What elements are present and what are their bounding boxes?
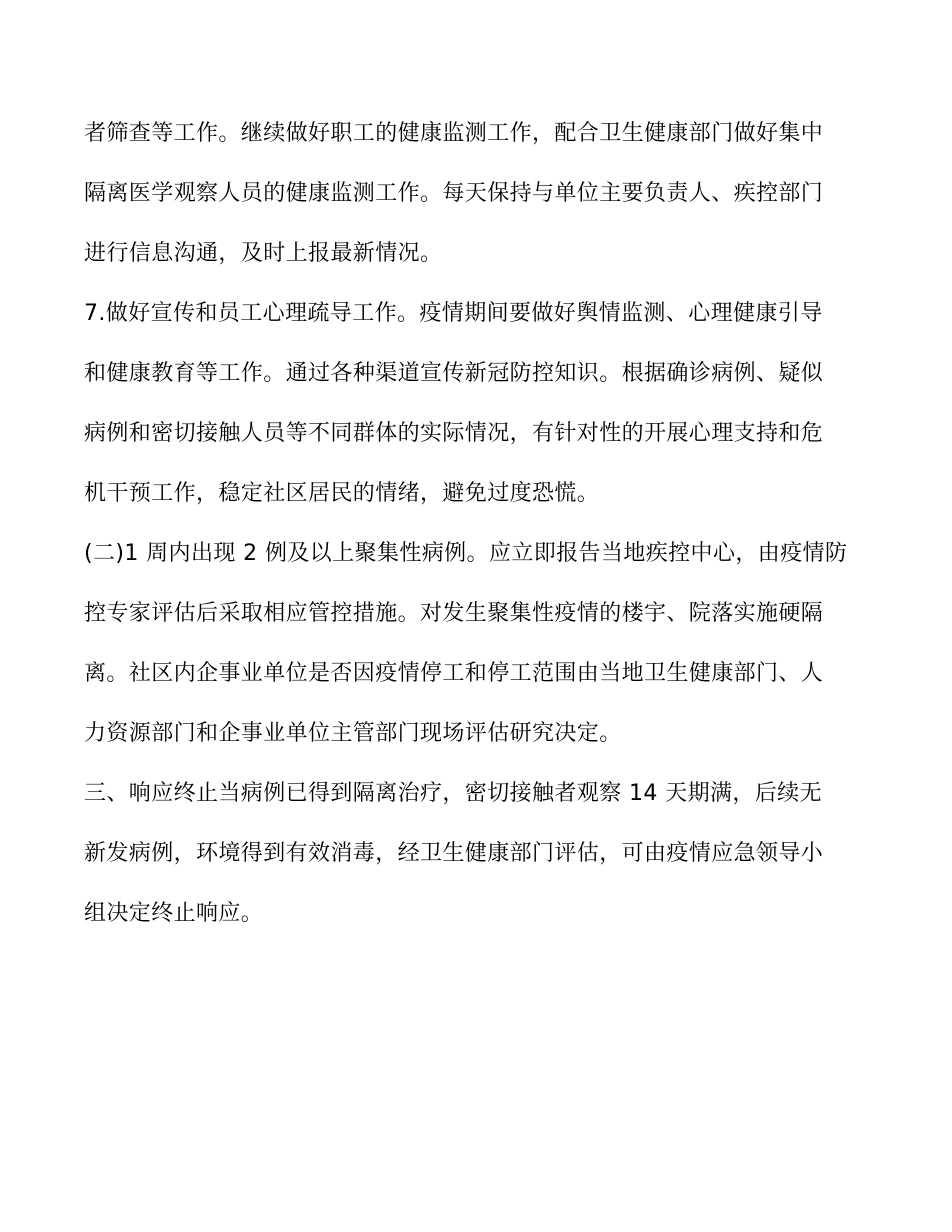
- paragraph-line: 新发病例，环境得到有效消毒，经卫生健康部门评估，可由疫情应急领导小: [84, 841, 824, 866]
- paragraph-line: 进行信息沟通，及时上报最新情况。: [84, 241, 443, 266]
- paragraph-line: 三、响应终止当病例已得到隔离治疗，密切接触者观察 14 天期满，后续无: [84, 781, 822, 806]
- paragraph-line: 力资源部门和企事业单位主管部门现场评估研究决定。: [84, 721, 622, 746]
- paragraph-line: 病例和密切接触人员等不同群体的实际情况，有针对性的开展心理支持和危: [84, 421, 824, 446]
- paragraph-line: 离。社区内企事业单位是否因疫情停工和停工范围由当地卫生健康部门、人: [84, 661, 824, 686]
- paragraph-line: 和健康教育等工作。通过各种渠道宣传新冠防控知识。根据确诊病例、疑似: [84, 361, 824, 386]
- paragraph-line: 者筛查等工作。继续做好职工的健康监测工作，配合卫生健康部门做好集中: [84, 121, 824, 146]
- paragraph-line: 组决定终止响应。: [84, 901, 264, 926]
- paragraph-line: 控专家评估后采取相应管控措施。对发生聚集性疫情的楼宇、院落实施硬隔: [84, 601, 824, 626]
- paragraph-line: (二)1 周内出现 2 例及以上聚集性病例。应立即报告当地疾控中心，由疫情防: [84, 541, 848, 566]
- document-body: [84, 114, 868, 954]
- paragraph-line: 7.做好宣传和员工心理疏导工作。疫情期间要做好舆情监测、心理健康引导: [84, 301, 823, 326]
- paragraph-line: 机干预工作，稳定社区居民的情绪，避免过度恐慌。: [84, 481, 600, 506]
- paragraph-line: 隔离医学观察人员的健康监测工作。每天保持与单位主要负责人、疾控部门: [84, 181, 824, 206]
